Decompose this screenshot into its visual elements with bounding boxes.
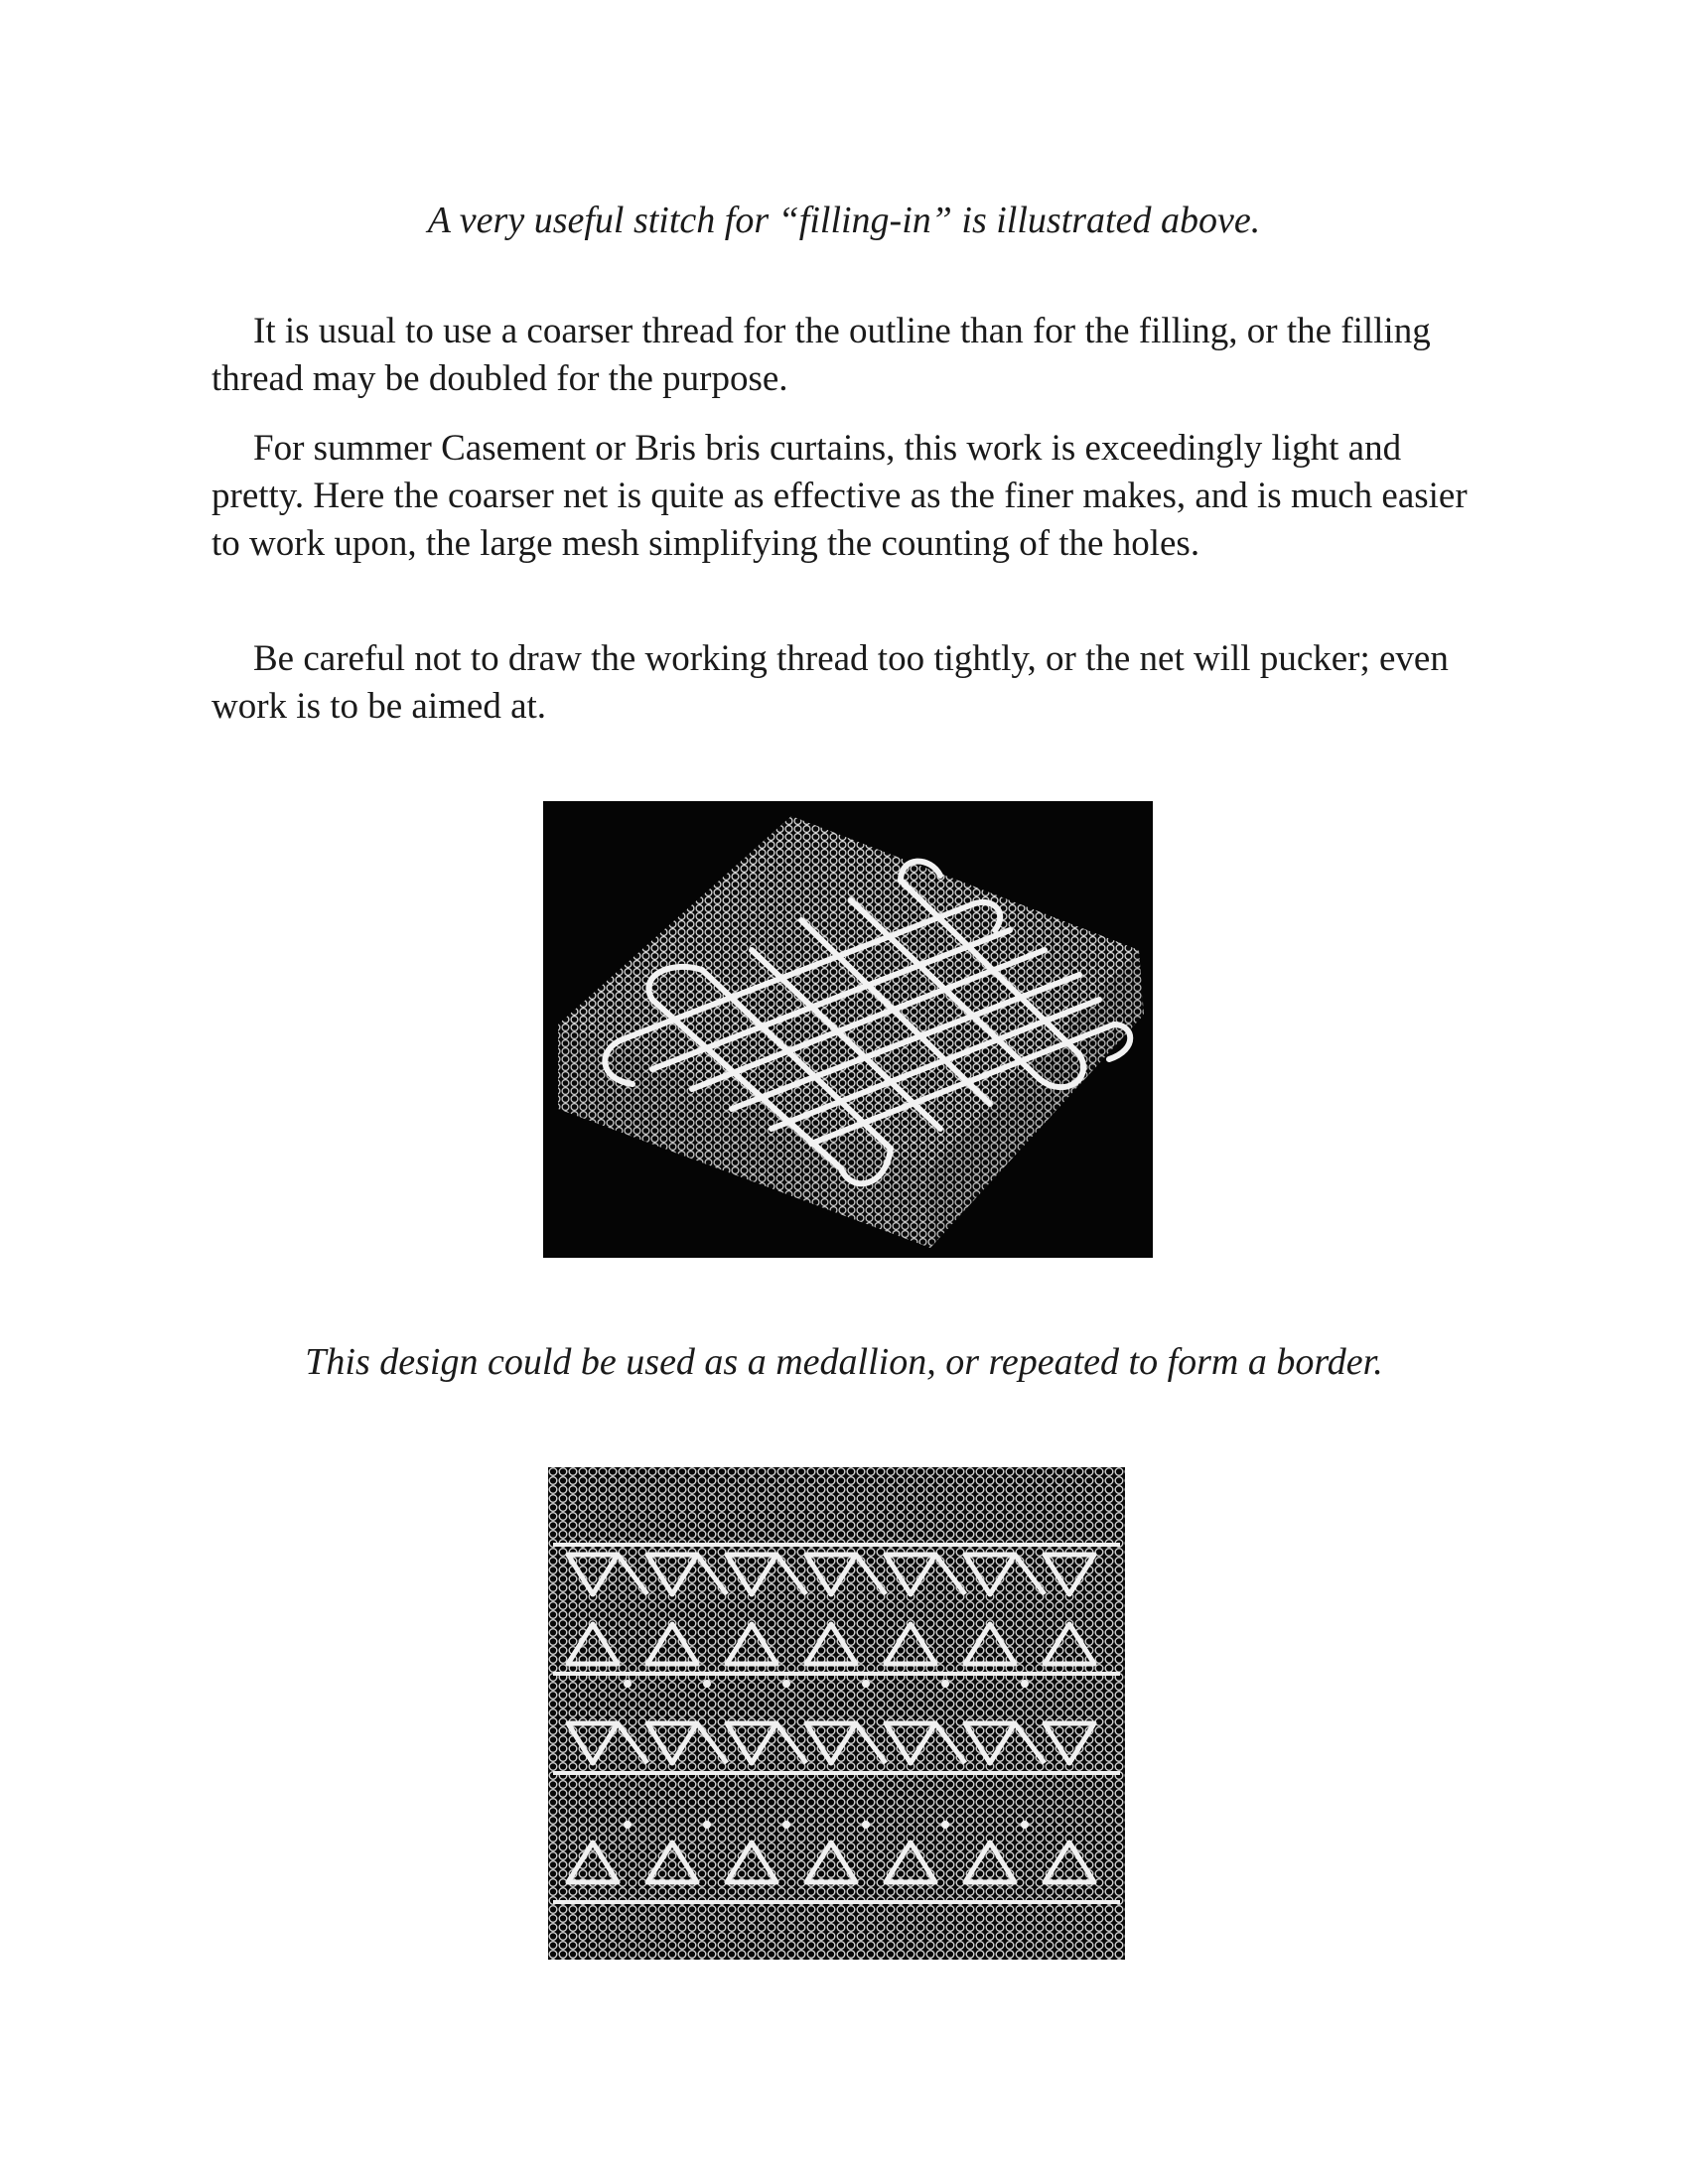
- border-figure: [548, 1467, 1125, 1960]
- medallion-figure: [543, 801, 1153, 1258]
- net-medallion-photo-icon: [543, 801, 1153, 1258]
- caption-middle: This design could be used as a medallion, or repeated to form a border.: [305, 1341, 1383, 1383]
- paragraph-1: It is usual to use a coarser thread for the outline than for the filling, or the filling thread may be doubled for the purpose.: [211, 311, 1431, 399]
- paragraph-2: For summer Casement or Bris bris curtains, this work is exceedingly light and pretty. Here the coarser net is quite as effective as the finer makes, and is much easier to work upon, the large mesh simplifying the counting of the holes.: [211, 428, 1468, 564]
- paragraph-3: Be careful not to draw the working thread too tightly, or the net will pucker; even work is to be aimed at.: [211, 638, 1449, 727]
- net-border-photo-icon: [548, 1467, 1125, 1960]
- caption-top: A very useful stitch for “filling-in” is illustrated above.: [427, 200, 1261, 241]
